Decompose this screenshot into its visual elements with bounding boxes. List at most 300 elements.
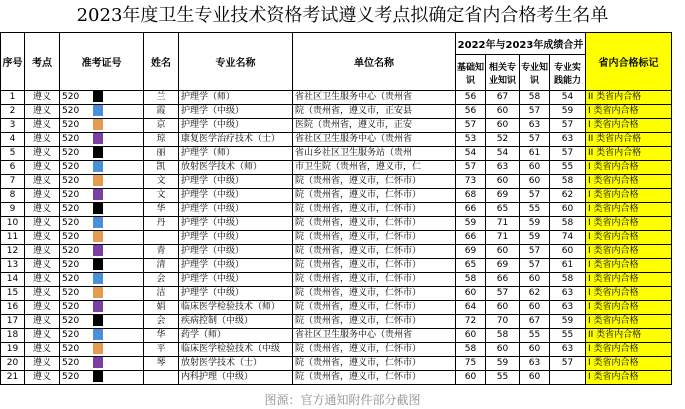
redaction-mosaic: [93, 371, 103, 382]
row-basic-score: 66: [456, 231, 486, 245]
table-row: [1, 371, 672, 385]
row-practice-score: 58: [550, 175, 586, 189]
row-mark: II 类省内合格: [586, 91, 672, 105]
row-seq: 19: [1, 343, 25, 357]
ticket-prefix: 520: [62, 232, 80, 242]
row-mark: I 类省内合格: [586, 105, 672, 119]
row-unit: 院（贵州省，遵义市，仁怀市）: [293, 343, 456, 357]
row-name: 娟: [144, 301, 179, 315]
ticket-prefix: 520: [62, 302, 80, 312]
row-basic-score: 58: [456, 343, 486, 357]
row-site: 遵义: [25, 91, 60, 105]
row-basic-score: 57: [456, 161, 486, 175]
row-name: 文: [144, 189, 179, 203]
table-row: [1, 343, 672, 357]
row-related-score: 52: [486, 133, 520, 147]
row-ticket: [60, 343, 144, 357]
redaction-mosaic: [93, 273, 103, 284]
row-seq: 20: [1, 357, 25, 371]
ticket-prefix: 520: [62, 106, 80, 116]
row-major: 放射医学技术（士）: [179, 357, 293, 371]
row-related-score: 60: [486, 119, 520, 133]
row-practice-score: 60: [550, 245, 586, 259]
ticket-prefix: 520: [62, 134, 80, 144]
header-related: 相关专业知识: [486, 55, 520, 91]
row-prof-score: 60: [520, 343, 550, 357]
row-basic-score: 54: [456, 147, 486, 161]
row-site: 遵义: [25, 231, 60, 245]
ticket-prefix: 520: [62, 358, 80, 368]
row-name: 京: [144, 119, 179, 133]
row-site: 遵义: [25, 315, 60, 329]
page-title: 2023年度卫生专业技术资格考试遵义考点拟确定省内合格考生名单: [76, 5, 609, 26]
table-row: [1, 273, 672, 287]
row-seq: 16: [1, 301, 25, 315]
table-body: [1, 91, 672, 385]
row-unit: 院（贵州省，遵义市，仁怀市）: [293, 259, 456, 273]
row-seq: 3: [1, 119, 25, 133]
table-row: [1, 259, 672, 273]
row-name: 清: [144, 259, 179, 273]
row-seq: 14: [1, 273, 25, 287]
row-major: 护理学（中级）: [179, 245, 293, 259]
row-unit: 医院（贵州省，遵义市，正安: [293, 119, 456, 133]
row-ticket: [60, 371, 144, 385]
row-ticket: [60, 147, 144, 161]
row-practice-score: 57: [550, 147, 586, 161]
row-prof-score: 63: [520, 119, 550, 133]
row-ticket: [60, 315, 144, 329]
row-related-score: 55: [486, 371, 520, 385]
row-major: 护理学（中级）: [179, 189, 293, 203]
row-seq: 9: [1, 203, 25, 217]
row-site: 遵义: [25, 217, 60, 231]
row-prof-score: 62: [520, 287, 550, 301]
row-major: 护理学（中级）: [179, 105, 293, 119]
row-mark: I 类省内合格: [586, 231, 672, 245]
row-practice-score: 63: [550, 301, 586, 315]
row-related-score: 67: [486, 91, 520, 105]
row-seq: 8: [1, 189, 25, 203]
row-related-score: 60: [486, 343, 520, 357]
row-prof-score: 61: [520, 147, 550, 161]
row-site: 遵义: [25, 133, 60, 147]
row-mark: I 类省内合格: [586, 357, 672, 371]
row-mark: II 类省内合格: [586, 147, 672, 161]
row-name: 洁: [144, 287, 179, 301]
ticket-prefix: 520: [62, 148, 80, 158]
row-prof-score: 60: [520, 161, 550, 175]
row-site: 遵义: [25, 189, 60, 203]
row-major: 护理学（中级）: [179, 119, 293, 133]
row-seq: 21: [1, 371, 25, 385]
table-row: [1, 203, 672, 217]
row-name: 琼: [144, 133, 179, 147]
row-site: 遵义: [25, 119, 60, 133]
row-seq: 7: [1, 175, 25, 189]
row-practice-score: 61: [550, 259, 586, 273]
table-row: [1, 91, 672, 105]
row-major: 护理学（中级）: [179, 273, 293, 287]
row-related-score: 57: [486, 287, 520, 301]
row-unit: 院（贵州省，遵义市，仁怀市）: [293, 357, 456, 371]
row-related-score: 60: [486, 245, 520, 259]
row-unit: 院（贵州省，遵义市，仁怀市）: [293, 203, 456, 217]
redaction-mosaic: [93, 245, 103, 256]
row-prof-score: 60: [520, 371, 550, 385]
row-prof-score: 57: [520, 245, 550, 259]
row-ticket: [60, 189, 144, 203]
row-seq: 10: [1, 217, 25, 231]
row-ticket: [60, 273, 144, 287]
row-ticket: [60, 91, 144, 105]
ticket-prefix: 520: [62, 344, 80, 354]
row-mark: I 类省内合格: [586, 217, 672, 231]
redaction-mosaic: [93, 301, 103, 312]
redaction-mosaic: [93, 259, 103, 270]
row-unit: 院（贵州省，遵义市，仁怀市）: [293, 371, 456, 385]
row-seq: 15: [1, 287, 25, 301]
row-major: 疾病控制（中级）: [179, 315, 293, 329]
row-practice-score: 63: [550, 133, 586, 147]
row-ticket: [60, 133, 144, 147]
ticket-prefix: 520: [62, 372, 80, 382]
row-unit: 省社区卫生服务中心（贵州省: [293, 133, 456, 147]
table-row: [1, 245, 672, 259]
row-mark: I 类省内合格: [586, 371, 672, 385]
table-row: [1, 301, 672, 315]
row-prof-score: 58: [520, 91, 550, 105]
row-major: 护理学（中级）: [179, 287, 293, 301]
row-prof-score: 67: [520, 315, 550, 329]
row-unit: 院（贵州省，遵义市，仁怀市）: [293, 217, 456, 231]
row-mark: I 类省内合格: [586, 259, 672, 273]
row-seq: 17: [1, 315, 25, 329]
row-practice-score: 57: [550, 357, 586, 371]
header-seq: 序号: [1, 33, 25, 91]
header-mark: 省内合格标记: [586, 33, 672, 91]
row-prof-score: 57: [520, 105, 550, 119]
row-prof-score: 57: [520, 133, 550, 147]
redaction-mosaic: [93, 287, 103, 298]
row-major: 护理学（师）: [179, 91, 293, 105]
row-seq: 5: [1, 147, 25, 161]
row-prof-score: 60: [520, 273, 550, 287]
row-site: 遵义: [25, 371, 60, 385]
row-name: 会: [144, 315, 179, 329]
row-major: 护理学（中级）: [179, 175, 293, 189]
row-mark: I 类省内合格: [586, 189, 672, 203]
redaction-mosaic: [93, 147, 103, 158]
row-name: 平: [144, 343, 179, 357]
header-basic: 基础知识: [456, 55, 486, 91]
row-name: 丹: [144, 217, 179, 231]
row-unit: 院（贵州省，遵义市，仁怀市）: [293, 301, 456, 315]
row-basic-score: 57: [456, 119, 486, 133]
row-related-score: 66: [486, 273, 520, 287]
row-seq: 18: [1, 329, 25, 343]
row-practice-score: 57: [550, 119, 586, 133]
ticket-prefix: 520: [62, 190, 80, 200]
redaction-mosaic: [93, 105, 103, 116]
row-name: 霞: [144, 105, 179, 119]
ticket-prefix: 520: [62, 162, 80, 172]
row-unit: 院（贵州省，遵义市，仁怀市）: [293, 315, 456, 329]
row-mark: I 类省内合格: [586, 315, 672, 329]
row-unit: 院（贵州省，遵义市，仁怀市）: [293, 175, 456, 189]
row-prof-score: 55: [520, 329, 550, 343]
table-row: [1, 133, 672, 147]
row-basic-score: 72: [456, 315, 486, 329]
row-related-score: 59: [486, 357, 520, 371]
row-unit: 院（贵州省，遵义市，仁怀市）: [293, 231, 456, 245]
row-prof-score: 57: [520, 189, 550, 203]
redaction-mosaic: [93, 91, 103, 102]
row-related-score: 69: [486, 189, 520, 203]
row-basic-score: 60: [456, 287, 486, 301]
row-unit: 院（贵州省，遵义市，仁怀市）: [293, 287, 456, 301]
row-unit: 省社区卫生服务中心（贵州省: [293, 91, 456, 105]
row-ticket: [60, 259, 144, 273]
row-major: 康复医学治疗技术（士）: [179, 133, 293, 147]
row-basic-score: 60: [456, 371, 486, 385]
ticket-prefix: 520: [62, 316, 80, 326]
row-practice-score: 58: [550, 273, 586, 287]
ticket-prefix: 520: [62, 204, 80, 214]
row-name: 凯: [144, 161, 179, 175]
row-basic-score: 59: [456, 217, 486, 231]
row-practice-score: 59: [550, 315, 586, 329]
redaction-mosaic: [93, 203, 103, 214]
row-ticket: [60, 287, 144, 301]
row-unit: 省山乡社区卫生服务站（贵州: [293, 147, 456, 161]
row-major: 护理学（中级）: [179, 203, 293, 217]
row-basic-score: 73: [456, 175, 486, 189]
row-site: 遵义: [25, 203, 60, 217]
redaction-mosaic: [93, 329, 103, 340]
ticket-prefix: 520: [62, 274, 80, 284]
row-name: 兰: [144, 91, 179, 105]
table-row: [1, 287, 672, 301]
row-practice-score: 58: [550, 217, 586, 231]
row-ticket: [60, 231, 144, 245]
row-practice-score: 60: [550, 203, 586, 217]
table-row: [1, 105, 672, 119]
row-major: 临床医学检验技术（师）: [179, 301, 293, 315]
row-basic-score: 60: [456, 329, 486, 343]
ticket-prefix: 520: [62, 92, 80, 102]
row-ticket: [60, 329, 144, 343]
row-site: 遵义: [25, 301, 60, 315]
row-unit: 院（贵州省，遵义市，仁怀市）: [293, 245, 456, 259]
row-site: 遵义: [25, 259, 60, 273]
row-prof-score: 57: [520, 259, 550, 273]
row-major: 护理学（中级）: [179, 259, 293, 273]
redaction-mosaic: [93, 119, 103, 130]
row-site: 遵义: [25, 147, 60, 161]
row-unit: 院（贵州省，遵义市，仁怀市）: [293, 189, 456, 203]
row-seq: 12: [1, 245, 25, 259]
row-unit: 院（贵州省，遵义市，正安县: [293, 105, 456, 119]
row-site: 遵义: [25, 273, 60, 287]
row-site: 遵义: [25, 329, 60, 343]
row-name: 青: [144, 245, 179, 259]
candidate-table: [0, 32, 672, 385]
row-seq: 1: [1, 91, 25, 105]
row-related-score: 63: [486, 161, 520, 175]
row-practice-score: 54: [550, 91, 586, 105]
row-major: 护理学（中级）: [179, 217, 293, 231]
row-prof-score: 60: [520, 301, 550, 315]
row-mark: II 类省内合格: [586, 329, 672, 343]
row-site: 遵义: [25, 245, 60, 259]
redaction-mosaic: [93, 133, 103, 144]
row-related-score: 65: [486, 203, 520, 217]
row-related-score: 71: [486, 231, 520, 245]
table-row: [1, 161, 672, 175]
header-prof: 专业知识: [520, 55, 550, 91]
row-practice-score: 55: [550, 329, 586, 343]
row-ticket: [60, 217, 144, 231]
row-mark: I 类省内合格: [586, 119, 672, 133]
row-practice-score: [550, 371, 586, 385]
row-ticket: [60, 119, 144, 133]
row-ticket: [60, 245, 144, 259]
redaction-mosaic: [93, 175, 103, 186]
row-practice-score: 74: [550, 231, 586, 245]
row-basic-score: 66: [456, 203, 486, 217]
ticket-prefix: 520: [62, 288, 80, 298]
header-practice: 专业实践能力: [550, 55, 586, 91]
row-ticket: [60, 357, 144, 371]
redaction-mosaic: [93, 343, 103, 354]
row-unit: 院（贵州省，遵义市，仁怀市）: [293, 273, 456, 287]
row-ticket: [60, 161, 144, 175]
row-basic-score: 56: [456, 91, 486, 105]
row-name: 文: [144, 175, 179, 189]
table-row: [1, 189, 672, 203]
row-related-score: 58: [486, 329, 520, 343]
header-ticket: 准考证号: [60, 33, 144, 91]
table-row: [1, 329, 672, 343]
redaction-mosaic: [93, 161, 103, 172]
table-row: [1, 175, 672, 189]
row-name: 华: [144, 329, 179, 343]
row-name: 丽: [144, 147, 179, 161]
row-basic-score: 75: [456, 357, 486, 371]
row-prof-score: 59: [520, 217, 550, 231]
row-site: 遵义: [25, 343, 60, 357]
row-site: 遵义: [25, 287, 60, 301]
row-seq: 13: [1, 259, 25, 273]
row-site: 遵义: [25, 357, 60, 371]
row-mark: I 类省内合格: [586, 287, 672, 301]
row-basic-score: 56: [456, 105, 486, 119]
row-prof-score: 60: [520, 175, 550, 189]
row-basic-score: 69: [456, 245, 486, 259]
row-prof-score: 55: [520, 203, 550, 217]
row-mark: I 类省内合格: [586, 203, 672, 217]
table-row: [1, 315, 672, 329]
row-mark: I 类省内合格: [586, 273, 672, 287]
row-mark: I 类省内合格: [586, 301, 672, 315]
table-row: [1, 357, 672, 371]
row-basic-score: 68: [456, 189, 486, 203]
header-major: 专业名称: [179, 33, 293, 91]
table-row: [1, 231, 672, 245]
row-related-score: 60: [486, 105, 520, 119]
row-name: [144, 371, 179, 385]
row-mark: I 类省内合格: [586, 175, 672, 189]
row-unit: 省社区卫生服务中心（贵州省: [293, 329, 456, 343]
header-combined: 2022年与2023年成绩合并: [456, 33, 586, 55]
row-site: 遵义: [25, 161, 60, 175]
table-row: [1, 217, 672, 231]
redaction-mosaic: [93, 217, 103, 228]
header-unit: 单位名称: [293, 33, 456, 91]
ticket-prefix: 520: [62, 176, 80, 186]
ticket-prefix: 520: [62, 330, 80, 340]
row-seq: 11: [1, 231, 25, 245]
redaction-mosaic: [93, 189, 103, 200]
header-name: 姓名: [144, 33, 179, 91]
row-site: 遵义: [25, 175, 60, 189]
row-major: 护理学（师）: [179, 147, 293, 161]
row-major: 护理学（中级）: [179, 231, 293, 245]
row-basic-score: 65: [456, 259, 486, 273]
row-unit: 市卫生院（贵州省，遵义市，仁: [293, 161, 456, 175]
row-related-score: 69: [486, 259, 520, 273]
row-seq: 4: [1, 133, 25, 147]
row-name: 琴: [144, 357, 179, 371]
row-basic-score: 53: [456, 133, 486, 147]
row-major: 内科护理（中级）: [179, 371, 293, 385]
row-practice-score: 63: [550, 343, 586, 357]
row-ticket: [60, 203, 144, 217]
row-name: 华: [144, 203, 179, 217]
row-basic-score: 64: [456, 301, 486, 315]
image-caption: 图源：官方通知附件部分截图: [264, 393, 421, 407]
row-name: 会: [144, 273, 179, 287]
row-related-score: 60: [486, 301, 520, 315]
row-name: [144, 231, 179, 245]
header-site: 考点: [25, 33, 60, 91]
row-prof-score: 63: [520, 357, 550, 371]
row-mark: I 类省内合格: [586, 245, 672, 259]
row-site: 遵义: [25, 105, 60, 119]
row-major: 药学（师）: [179, 329, 293, 343]
redaction-mosaic: [93, 231, 103, 242]
redaction-mosaic: [93, 315, 103, 326]
row-mark: I 类省内合格: [586, 161, 672, 175]
row-major: 临床医学检验技术（中级: [179, 343, 293, 357]
row-prof-score: 59: [520, 231, 550, 245]
row-mark: I 类省内合格: [586, 343, 672, 357]
row-related-score: 71: [486, 217, 520, 231]
row-mark: II 类省内合格: [586, 133, 672, 147]
row-practice-score: 55: [550, 161, 586, 175]
table-row: [1, 147, 672, 161]
row-ticket: [60, 105, 144, 119]
ticket-prefix: 520: [62, 246, 80, 256]
ticket-prefix: 520: [62, 260, 80, 270]
row-practice-score: 59: [550, 105, 586, 119]
row-related-score: 60: [486, 175, 520, 189]
ticket-prefix: 520: [62, 218, 80, 228]
row-major: 放射医学技术（师）: [179, 161, 293, 175]
row-ticket: [60, 301, 144, 315]
table-row: [1, 119, 672, 133]
